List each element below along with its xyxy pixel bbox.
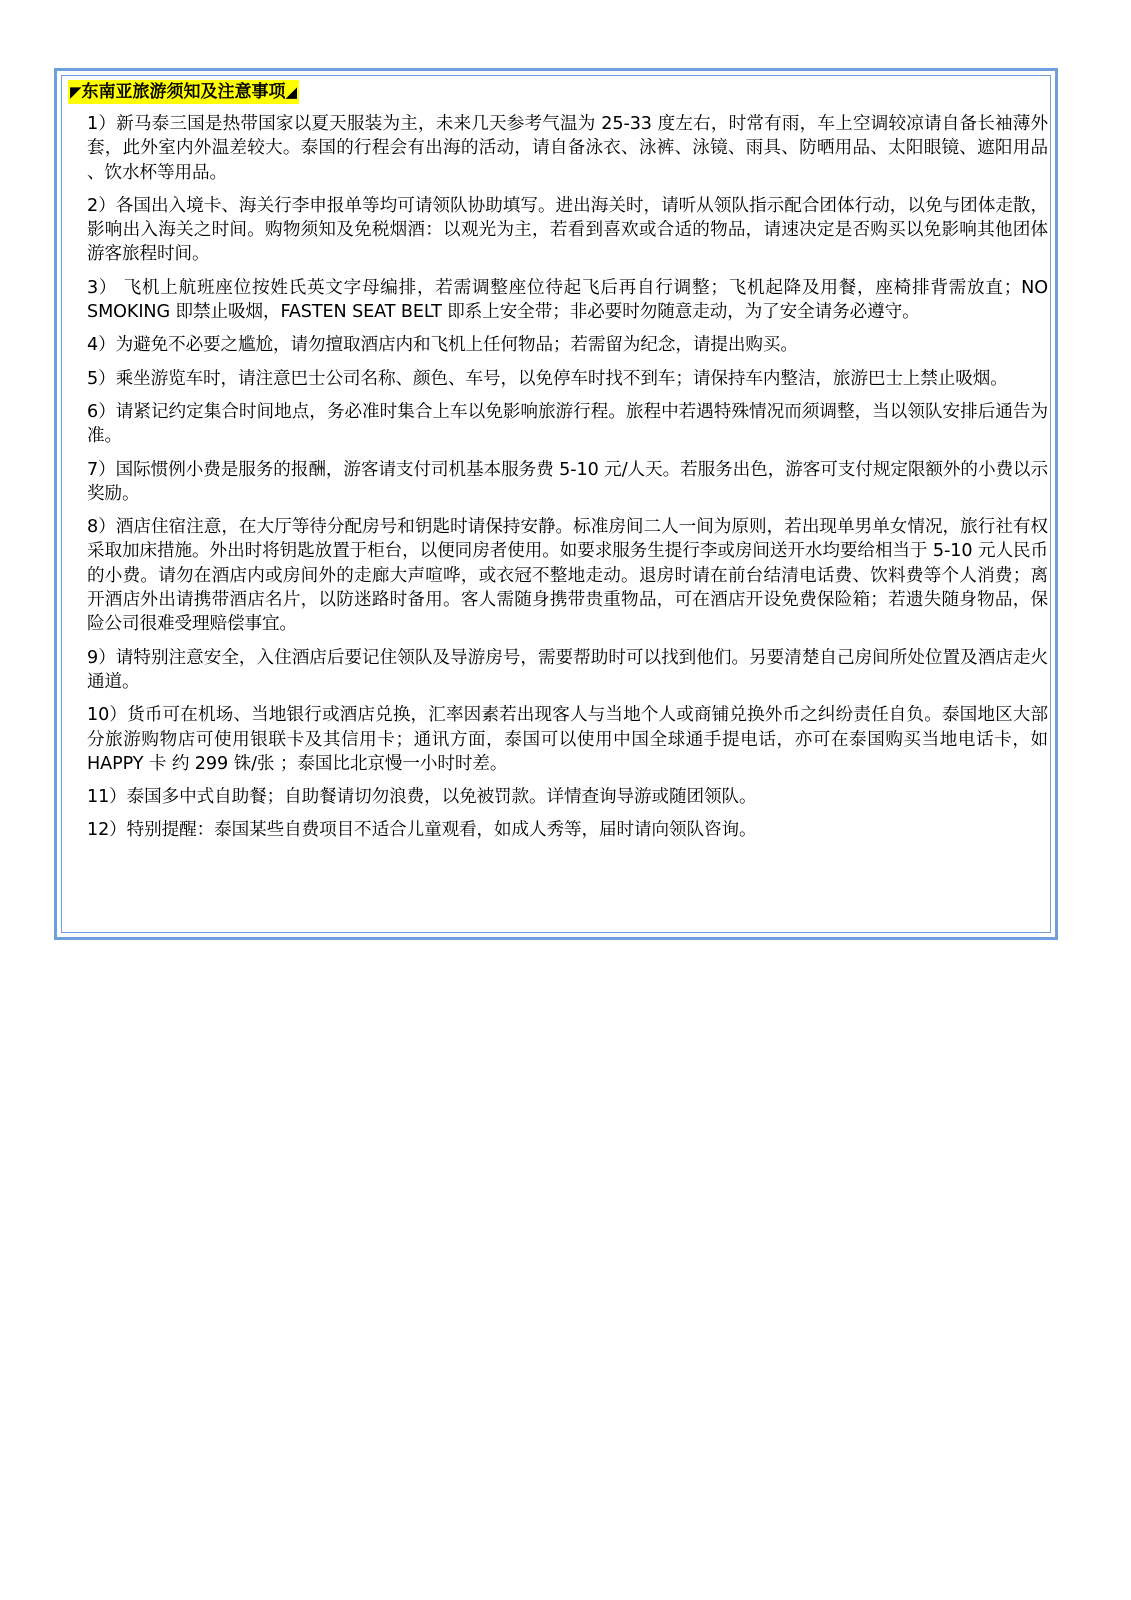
notice-item-10: 10）货币可在机场、当地银行或酒店兑换，汇率因素若出现客人与当地个人或商铺兑换外币之纠纷责任自负。泰国地区大部分旅游购物店可使用银联卡及其信用卡；通讯方面，泰国可以使用中国全球通手提电话，亦可在泰国购买当地电话卡，如 HAPPY 卡 约 299 铢/张 ；泰国比北京慢一小时时差。 bbox=[87, 705, 1048, 774]
title-triangle-left-icon: ◤ bbox=[70, 83, 82, 101]
notice-list bbox=[68, 112, 1048, 843]
notice-item-8: 8）酒店住宿注意，在大厅等待分配房号和钥匙时请保持安静。标准房间二人一间为原则，若出现单男单女情况，旅行社有权采取加床措施。外出时将钥匙放置于柜台，以便同房者使用。如要求服务生提行李或房间送开水均要给相当于 5-10 元人民币的小费。请勿在酒店内或房间外的走廊大声喧哗，或衣冠不整地走动。退房时请在前台结清电话费、饮料费等个人消费；离开酒店外出请携带酒店名片，以防迷路时备用。客人需随身携带贵重物品，可在酒店开设免费保险箱；若遗失随身物品，保险公司很难受理赔偿事宜。 bbox=[87, 517, 1048, 635]
notice-item-5: 5）乘坐游览车时，请注意巴士公司名称、颜色、车号，以免停车时找不到车；请保持车内整洁，旅游巴士上禁止吸烟。 bbox=[87, 368, 1008, 389]
document-title: 东南亚旅游须知及注意事项 bbox=[81, 82, 286, 102]
notice-item-1: 1）新马泰三国是热带国家以夏天服装为主，未来几天参考气温为 25-33 度左右，时常有雨，车上空调较凉请自备长袖薄外套，此外室内外温差较大。泰国的行程会有出海的活动，请自备泳衣、泳裤、泳镜、雨具、防晒用品、太阳眼镜、遮阳用品 、饮水杯等用品。 bbox=[87, 114, 1048, 183]
document-title-bar bbox=[68, 80, 299, 104]
notice-item-9: 9）请特别注意安全，入住酒店后要记住领队及导游房号，需要帮助时可以找到他们。另要清楚自己房间所处位置及酒店走火通道。 bbox=[87, 647, 1048, 692]
notice-item-6: 6）请紧记约定集合时间地点，务必准时集合上车以免影响旅游行程。旅程中若遇特殊情况而须调整，当以领队安排后通告为准。 bbox=[87, 401, 1048, 447]
notice-item-3: 3） 飞机上航班座位按姓氏英文字母编排，若需调整座位待起飞后再自行调整；飞机起降及用餐，座椅排背需放直；NO SMOKING 即禁止吸烟，FASTEN SEAT BELT 即系上安全带；非必要时勿随意走动，为了安全请务必遵守。 bbox=[87, 277, 1048, 323]
document-content bbox=[68, 80, 1048, 852]
notice-item-7: 7）国际惯例小费是服务的报酬，游客请支付司机基本服务费 5-10 元/人天。若服务出色，游客可支付规定限额外的小费以示奖励。 bbox=[87, 459, 1048, 504]
notice-item-12: 12）特别提醒：泰国某些自费项目不适合儿童观看，如成人秀等，届时请向领队咨询。 bbox=[87, 820, 757, 841]
notice-item-4: 4）为避免不必要之尴尬，请勿擅取酒店内和飞机上任何物品；若需留为纪念，请提出购买。 bbox=[87, 335, 798, 356]
notice-item-11: 11）泰国多中式自助餐；自助餐请切勿浪费，以免被罚款。详情查询导游或随团领队。 bbox=[87, 787, 757, 808]
title-triangle-right-icon: ◢ bbox=[285, 83, 298, 101]
notice-item-2: 2）各国出入境卡、海关行李申报单等均可请领队协助填写。进出海关时，请听从领队指示配合团体行动，以免与团体走散，影响出入海关之时间。购物须知及免税烟酒：以观光为主，若看到喜欢或合适的物品，请速决定是否购买以免影响其他团体游客旅程时间。 bbox=[87, 195, 1048, 265]
